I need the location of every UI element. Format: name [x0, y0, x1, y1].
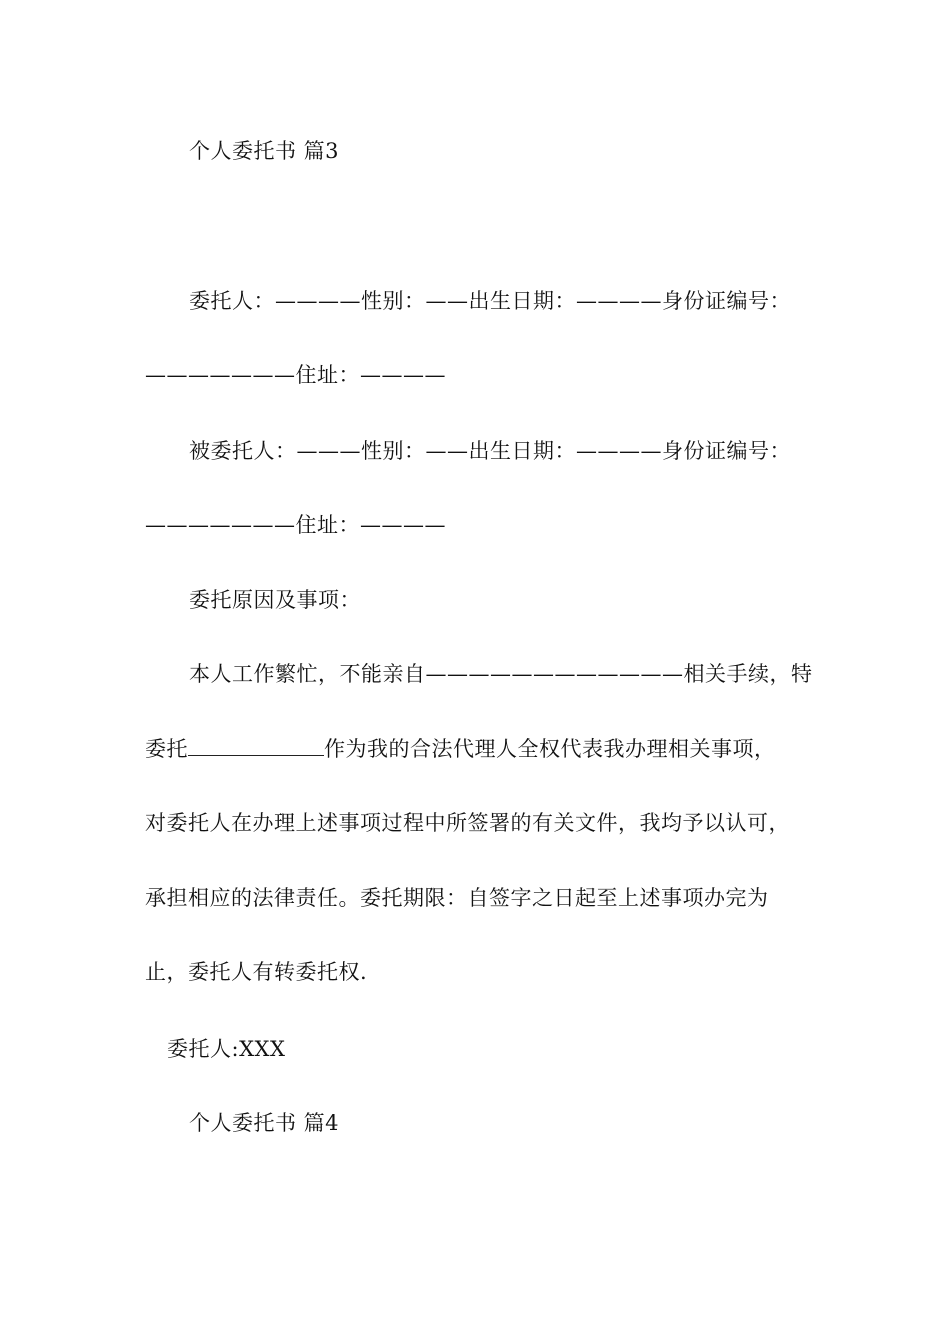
body-line3: 对委托人在办理上述事项过程中所签署的有关文件，我均予以认可，: [145, 811, 790, 835]
body-line1: 本人工作繁忙，不能亲自————————————相关手续，特: [189, 662, 813, 686]
body-line5: 止，委托人有转委托权.: [145, 960, 368, 984]
section4-heading: 个人委托书 篇4: [189, 1111, 340, 1135]
principal-info-line1: 委托人：————性别：——出生日期：————身份证编号：: [189, 289, 791, 313]
agent-info-line2: ———————住址：————: [145, 513, 446, 537]
body-line4: 承担相应的法律责任。委托期限：自签字之日起至上述事项办完为: [145, 886, 769, 910]
principal-info-line2: ———————住址：————: [145, 363, 446, 387]
body-line2: [145, 734, 776, 764]
signature-line: 委托人:XXX: [167, 1037, 286, 1061]
body-line2-before: 委托: [145, 737, 188, 761]
reason-label: 委托原因及事项：: [189, 588, 361, 612]
agent-info-line1: 被委托人：———性别：——出生日期：————身份证编号：: [189, 439, 791, 463]
section3-heading: 个人委托书 篇3: [189, 139, 340, 163]
agent-name-blank: [188, 735, 324, 756]
body-line2-after: 作为我的合法代理人全权代表我办理相关事项，: [324, 737, 776, 761]
